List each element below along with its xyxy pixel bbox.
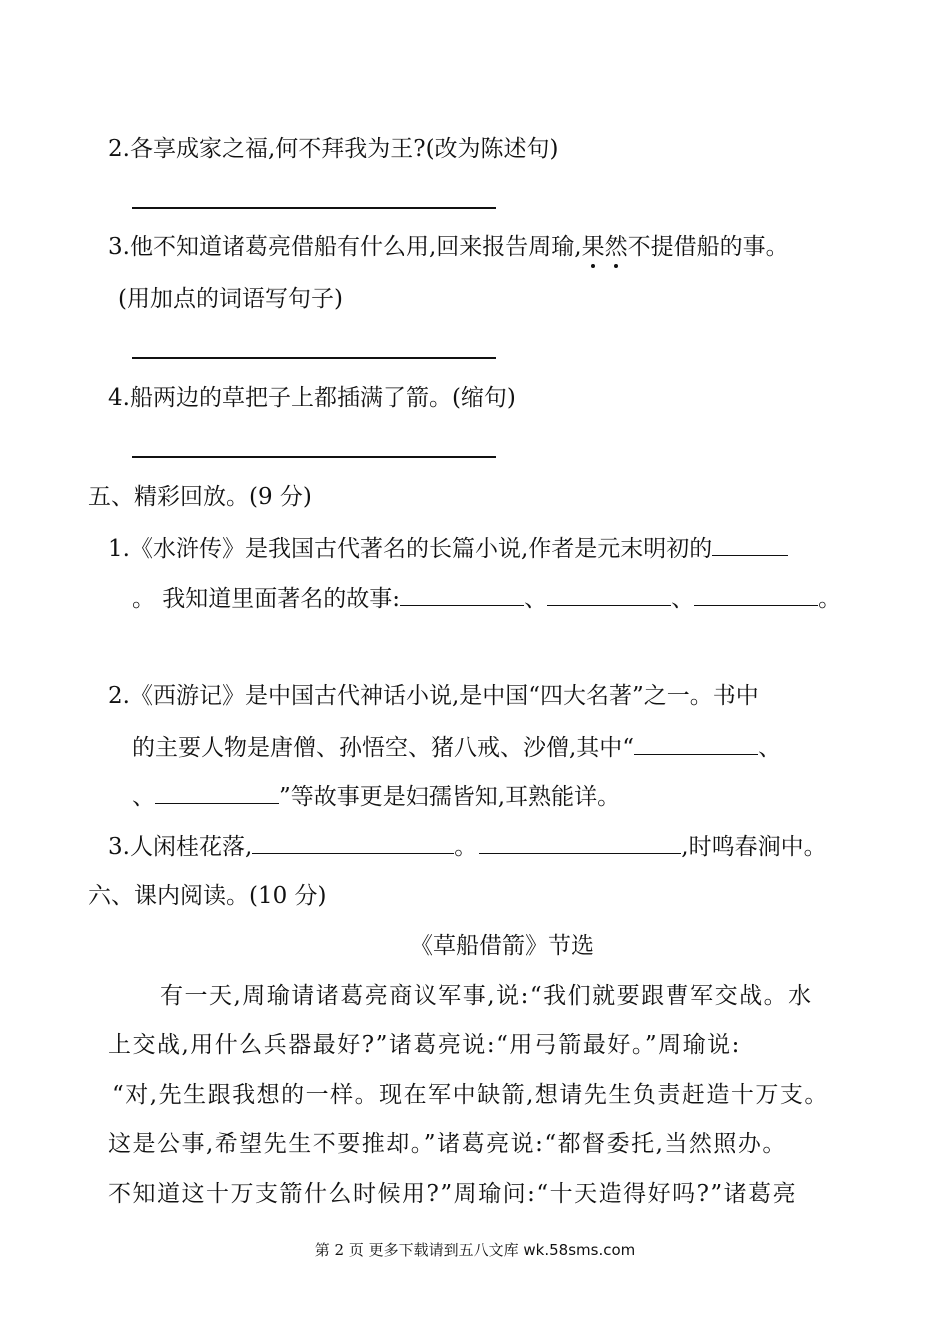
question-5-1-text-2: 。 我知道里面著名的故事:: [132, 586, 401, 612]
emphasis-char-2: 然: [604, 234, 628, 260]
poem-line-4: ,时鸣春涧中。: [681, 834, 827, 860]
question-5-3: [108, 831, 827, 862]
question-4-4: 4.船两边的草把子上都插满了箭。(缩句): [108, 385, 516, 411]
answer-blank-4-2[interactable]: [132, 207, 496, 209]
page-footer: [0, 1240, 950, 1260]
passage-line-3: “对,先生跟我想的一样。现在军中缺箭,想请先生负责赶造十万支。: [112, 1082, 829, 1108]
question-5-2-line-3: [132, 781, 620, 812]
answer-blank-4-3[interactable]: [132, 357, 496, 359]
period: 。: [818, 586, 842, 612]
question-4-3: [108, 232, 789, 262]
story-blank-2[interactable]: [547, 583, 671, 606]
answer-blank-4-4[interactable]: [132, 456, 496, 458]
poem-blank-1[interactable]: [252, 831, 454, 854]
question-4-3-text-a: 3.他不知道诸葛亮借船有什么用,回来报告周瑜,: [108, 234, 582, 260]
passage-line-5: 不知道这十万支箭什么时候用?”周瑜问:“十天造得好吗?”诸葛亮: [108, 1181, 798, 1207]
poem-line-1: 3.人闲桂花落,: [108, 834, 253, 860]
separator: 、: [671, 586, 695, 612]
question-5-2-text-3: ”等故事更是妇孺皆知,耳熟能详。: [279, 784, 621, 810]
poem-blank-2[interactable]: [479, 831, 681, 854]
passage-line-2: 上交战,用什么兵器最好?”诸葛亮说:“用弓箭最好。”周瑜说:: [108, 1032, 741, 1058]
question-4-3-text-b: 不提借船的事。: [627, 234, 789, 260]
passage-line-4: 这是公事,希望先生不要推却。”诸葛亮说:“都督委托,当然照办。: [108, 1131, 787, 1157]
story-blank-4[interactable]: [634, 732, 758, 755]
question-5-2-text: 的主要人物是唐僧、孙悟空、猪八戒、沙僧,其中“: [132, 735, 635, 761]
separator: 、: [132, 784, 155, 810]
question-5-1-line-2: [132, 583, 841, 614]
question-5-1-line-1: [108, 533, 788, 564]
question-5-2-line-1: 2.《西游记》是中国古代神话小说,是中国“四大名著”之一。书中: [108, 683, 759, 709]
separator: 、: [758, 735, 782, 761]
footer-site-link[interactable]: wk.58sms.com: [523, 1241, 636, 1259]
footer-page-label: 第 2 页 更多下载请到五八文库: [314, 1241, 519, 1259]
question-4-3-note: (用加点的词语写句子): [118, 286, 343, 312]
passage-title: 《草船借箭》节选: [410, 933, 594, 959]
story-blank-5[interactable]: [155, 781, 279, 804]
story-blank-3[interactable]: [694, 583, 818, 606]
question-5-1-text: 1.《水浒传》是我国古代著名的长篇小说,作者是元末明初的: [108, 536, 713, 562]
question-5-2-line-2: [132, 732, 781, 763]
emphasis-char-1: 果: [581, 234, 605, 260]
section-5-title: 五、精彩回放。(9 分): [88, 484, 312, 510]
author-blank[interactable]: [712, 533, 788, 556]
question-4-2: 2.各享成家之福,何不拜我为王?(改为陈述句): [108, 136, 559, 162]
story-blank-1[interactable]: [400, 583, 524, 606]
separator: 、: [524, 586, 548, 612]
passage-line-1: 有一天,周瑜请诸葛亮商议军事,说:“我们就要跟曹军交战。水: [160, 983, 813, 1009]
poem-period: 。: [454, 834, 478, 860]
section-6-title: 六、课内阅读。(10 分): [88, 883, 327, 909]
